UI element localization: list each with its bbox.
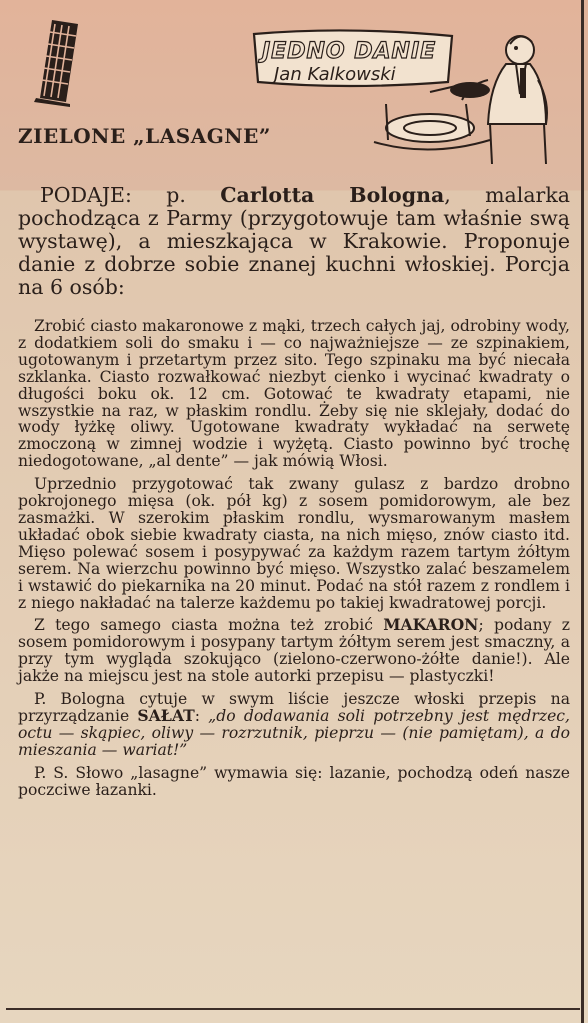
leaning-tower-icon [30,14,92,108]
paragraph-makaron [18,617,570,685]
p3-text-b: ; podany z sosem pomidorowym i posypany tartym żółtym serem jest smaczny, a przy tym wygląda szokująco (zielono-czerwono-żółte danie!). Ale jakże na miejscu jest na stole autorki przepisu — plastyczki! [18,616,570,686]
series-title: JEDNO DANIE [262,39,437,64]
intro-lead: PODAJE: p. [40,183,221,207]
author-name: Jan Kalkowski [274,64,396,85]
chef-eating-icon [370,24,566,170]
column-border [581,0,584,1023]
paragraph-ps: P. S. Słowo „lasagne” wymawia się: lazanie, pochodzą odeń nasze poczciwe łazanki. [18,763,570,799]
article-intro [18,184,570,299]
p3-text-a: Z tego samego ciasta można też zrobić [34,616,384,635]
p4-keyword: SAŁAT [137,705,195,725]
p3-keyword: MAKARON [383,615,479,635]
paragraph-salads [18,691,570,759]
paragraph-assembly: Uprzednio przygotować tak zwany gulasz z bardzo drobno pokrojonego mięsa (ok. pół kg) z sosem pomidorowym, ale bez zasmażki. W szerokim płaskim rondlu, wysmarowanym masłem układać obok siebie kwadraty ciasta, na nich mięso, znów ciasto itd. Mięso polewać sosem i posypywać za każdym razem tartym żółtym serem. Na wierzchu powinno być mięso. Wszystko zalać beszamelem i wstawić do piekarnika na 20 minut. Podać na stół razem z rondlem i z niego nakładać na talerze każdemu po takiej kwadratowej porcji. [18,475,570,612]
paragraph-dough: Zrobić ciasto makaronowe z mąki, trzech całych jaj, odrobiny wody, z dodatkiem soli do smaku i — co najważniejsze — ze szpinakiem, ugotowanym i przetartym przez sito. Tego szpinaku ma być niecała szklanka. Ciasto rozwałkować niezbyt cienko i wycinać kwadraty o długości boku ok. 12 cm. Gotować te kwadraty etapami, nie wszystkie na raz, w płaskim rondlu. Żeby się nie sklejały, dodać do wody łyżkę oliwy. Ugotowane kwadraty wykładać na serwetę zmoczoną w zimnej wodzie i wyżętą. Ciasto powinno być trochę niedogotowane, „al dente” — jak mówią Włosi. [18,317,570,471]
p4-quote: „do dodawania soli potrzebny jest mędrzec, octu — skąpiec, oliwy — rozrzutnik, pieprzu — (nie pamiętam), a do mieszania — wariat!” [18,706,570,759]
article-title: ZIELONE „LASAGNE” [18,124,271,148]
p4-text-a: P. Bologna cytuje w swym liście jeszcze włoski przepis na przyrządzanie [18,690,570,725]
p4-text-b: : [194,706,209,725]
article-body [18,318,570,804]
intro-name: Carlotta Bologna [220,183,445,207]
intro-rest: , malarka pochodząca z Parmy (przygotowuje tam właśnie swą wystawę), a mieszkająca w Krakowie. Proponuje danie z dobrze sobie znanej kuchni włoskiej. Porcja na 6 osób: [18,183,570,299]
bottom-rule [6,1008,580,1010]
